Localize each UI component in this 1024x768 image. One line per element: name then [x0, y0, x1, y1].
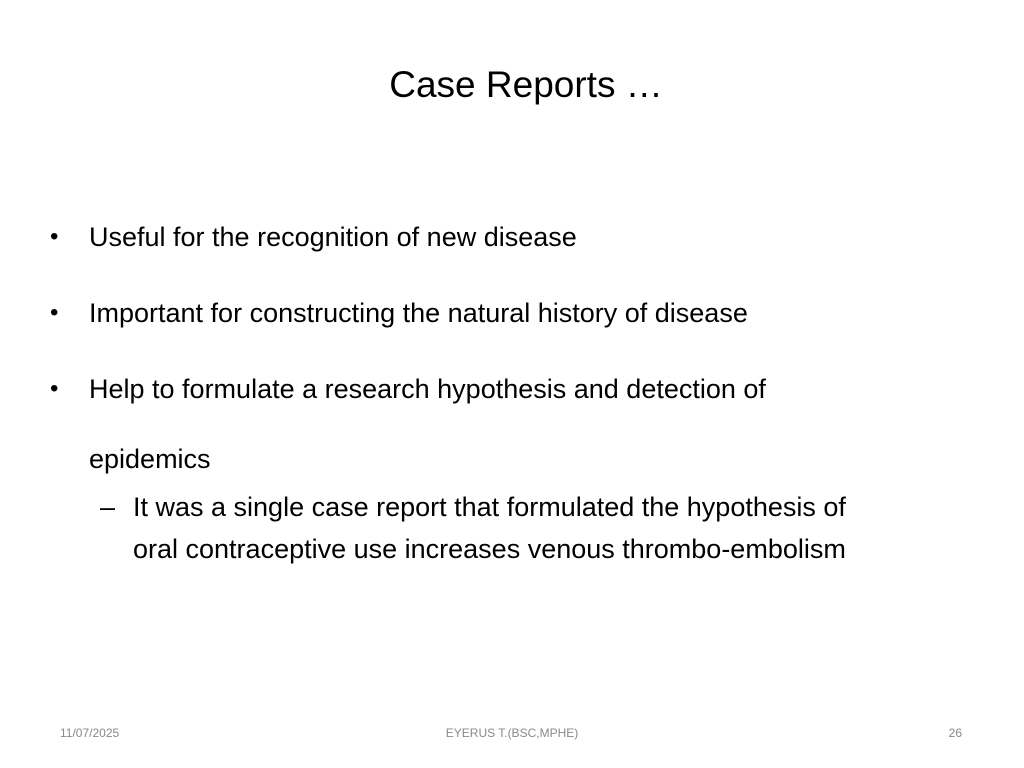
bullet-symbol: •	[50, 223, 59, 250]
footer-page-number: 26	[948, 726, 962, 740]
footer-date: 11/07/2025	[60, 726, 120, 740]
slide-title: Case Reports …	[389, 64, 663, 105]
bullet-text: Help to formulate a research hypothesis and detection of	[89, 374, 766, 404]
bullet-symbol: •	[50, 375, 59, 402]
bullet-text: Important for constructing the natural history of disease	[89, 298, 748, 328]
bullet-text-continuation: epidemics	[89, 444, 211, 474]
footer-author: EYERUS T.(BSC,MPHE)	[445, 726, 579, 740]
bullet-text: Useful for the recognition of new disease	[89, 222, 577, 252]
sub-bullet-text-line: oral contraceptive use increases venous thrombo-embolism	[133, 534, 846, 564]
sub-bullet-text-line: It was a single case report that formulated the hypothesis of	[133, 492, 846, 522]
bullet-symbol: •	[50, 299, 59, 326]
sub-bullet-symbol: –	[100, 492, 116, 522]
